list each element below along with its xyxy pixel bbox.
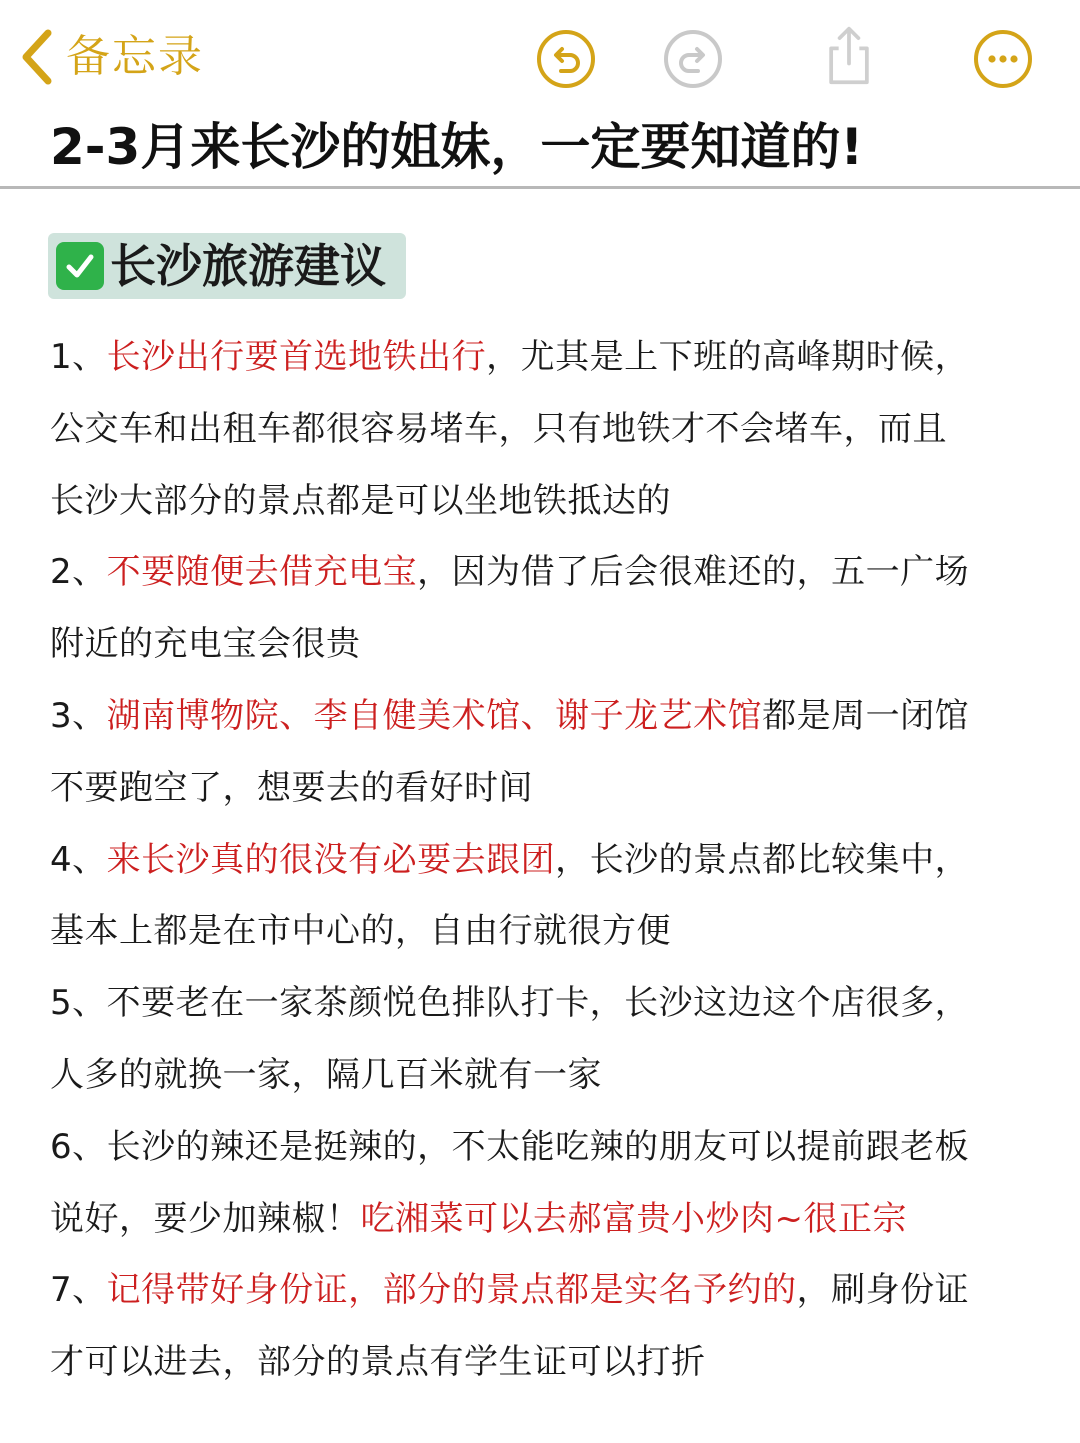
tip-line (50, 466, 1035, 538)
tip-item-4 (50, 825, 1035, 969)
tip-line (50, 394, 1035, 466)
tips-list[interactable] (50, 322, 1035, 1399)
tip-line (50, 609, 1035, 681)
more-options-button[interactable] (972, 28, 1034, 90)
share-icon (818, 24, 880, 86)
tip-line (50, 537, 1035, 609)
highlighted-text: 长沙出行要首选地铁出行 (106, 337, 487, 377)
tip-line (50, 1112, 1035, 1184)
tip-item-7 (50, 1255, 1035, 1399)
tip-text: ，因为借了后会很难还的，五一广场 (417, 552, 970, 593)
tip-text: 7、 (50, 1270, 107, 1311)
tip-line (50, 1040, 1035, 1112)
tip-text: 5、不要老在一家茶颜悦色排队打卡，长沙这边这个店很多， (50, 983, 970, 1024)
tip-line (50, 681, 1035, 753)
check-mark-icon (56, 242, 104, 290)
tip-line (50, 1184, 1035, 1256)
tip-item-1 (50, 322, 1035, 537)
share-button[interactable] (818, 24, 880, 86)
tip-line (50, 825, 1035, 897)
highlighted-text: 不要随便去借充电宝 (106, 552, 418, 593)
tip-item-6 (50, 1112, 1035, 1256)
tip-text: 4、 (50, 839, 107, 880)
back-label: 备忘录 (66, 31, 204, 82)
tip-item-3 (50, 681, 1035, 825)
undo-button[interactable] (535, 28, 597, 90)
highlighted-text: 来长沙真的很没有必要去跟团 (106, 839, 556, 880)
tip-text: ，尤其是上下班的高峰期时候， (486, 337, 970, 377)
note-title[interactable]: 2-3月来长沙的姐妹，一定要知道的! (50, 118, 864, 176)
tip-text: 不要跑空了，想要去的看好时间 (50, 767, 533, 808)
tip-item-2 (50, 537, 1035, 681)
undo-icon (535, 28, 597, 90)
redo-button[interactable] (662, 28, 724, 90)
tip-text: 人多的就换一家，隔几百米就有一家 (50, 1054, 602, 1095)
tip-text: 说好，要少加辣椒！ (50, 1198, 361, 1239)
back-chevron-icon (20, 29, 54, 85)
highlighted-text: 吃湘菜可以去郝富贵小炒肉~很正宗 (360, 1198, 907, 1239)
tip-line (50, 968, 1035, 1040)
title-divider (0, 186, 1080, 189)
tip-text: 才可以进去，部分的景点有学生证可以打折 (50, 1342, 706, 1383)
tip-text: 2、 (50, 552, 107, 593)
tip-text: 1、 (50, 337, 107, 377)
tip-line (50, 1327, 1035, 1399)
tip-text: 都是周一闭馆 (762, 695, 970, 736)
tip-text: 公交车和出租车都很容易堵车，只有地铁才不会堵车，而且 (50, 408, 947, 449)
section-label: 长沙旅游建议 (110, 239, 386, 293)
tip-text: 长沙大部分的景点都是可以坐地铁抵达的 (50, 480, 671, 521)
tip-text: 3、 (50, 695, 107, 736)
redo-icon (662, 28, 724, 90)
tip-line (50, 753, 1035, 825)
tip-text: ，长沙的景点都比较集中， (555, 839, 970, 880)
tip-text: 附近的充电宝会很贵 (50, 624, 361, 665)
tip-text: 基本上都是在市中心的，自由行就很方便 (50, 911, 671, 952)
tip-line (50, 896, 1035, 968)
more-icon (972, 28, 1034, 90)
back-button[interactable] (20, 24, 204, 90)
tip-item-5 (50, 968, 1035, 1112)
highlighted-text: 湖南博物院、李自健美术馆、谢子龙艺术馆 (106, 695, 763, 736)
tip-line (50, 322, 1035, 394)
tip-text: ，刷身份证 (796, 1270, 970, 1311)
tip-text: 6、长沙的辣还是挺辣的，不太能吃辣的朋友可以提前跟老板 (50, 1126, 970, 1167)
note-toolbar (0, 0, 1080, 108)
tip-line (50, 1255, 1035, 1327)
section-heading (48, 233, 406, 299)
highlighted-text: 记得带好身份证，部分的景点都是实名予约的 (106, 1270, 797, 1311)
